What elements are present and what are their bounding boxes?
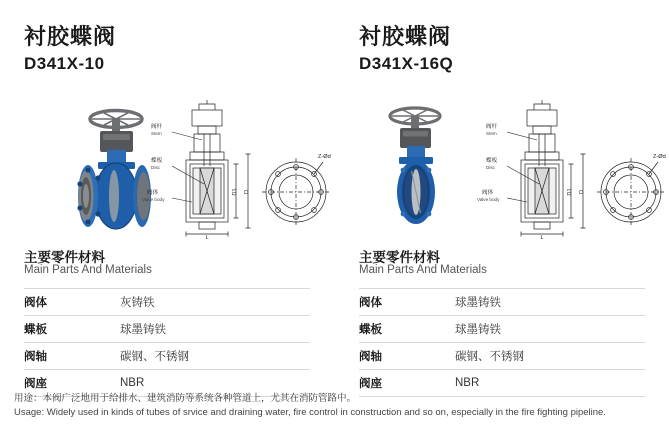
product-panel-left [0, 0, 334, 434]
valve-drawing-left [14, 92, 331, 242]
table-row [359, 316, 645, 343]
valve-section-drawing [521, 100, 586, 237]
svg-text:D1: D1 [232, 188, 238, 196]
callout-body-cn-right: 阀体 [482, 190, 494, 196]
part-name: 阀体 [24, 297, 47, 309]
callout-stem-cn-left: 阀杆 [151, 124, 163, 130]
valve-3d-illustration [390, 108, 440, 224]
flange-face-view [597, 158, 665, 226]
materials-heading-en-right: Main Parts And Materials [359, 264, 487, 276]
callout-disc-en-right: Disc [486, 165, 495, 170]
materials-heading-cn-left: 主要零件材料 [24, 250, 105, 265]
callout-stem-en-right: Stem [486, 131, 497, 136]
part-material: 球墨铸铁 [455, 297, 501, 309]
table-row [359, 343, 645, 370]
part-material: 碳钢、不锈钢 [455, 351, 524, 363]
materials-heading-en-left: Main Parts And Materials [24, 264, 152, 276]
part-material: NBR [120, 377, 145, 389]
callout-body-en-left: Valve body [142, 197, 165, 202]
part-name: 蝶板 [24, 324, 47, 336]
part-material: 球墨铸铁 [455, 324, 501, 336]
materials-table-right [359, 288, 645, 397]
valve-3d-illustration [77, 111, 151, 230]
usage-note [14, 392, 656, 420]
svg-text:D1: D1 [567, 188, 573, 196]
part-name: 阀轴 [359, 351, 382, 363]
callout-disc-cn-right: 蝶板 [486, 158, 498, 164]
product-panel-right [335, 0, 669, 434]
svg-text:L: L [540, 235, 544, 241]
callout-bolt-hole-right: Z-Ød [653, 154, 666, 160]
page-title-right: 衬胶蝶阀 [359, 24, 452, 49]
usage-note-cn: 用途：本阀广泛地用于给排水、建筑消防等系统各种管道上，尤其在消防管路中。 [14, 393, 357, 404]
callout-stem-cn-right: 阀杆 [486, 124, 498, 130]
part-material: 球墨铸铁 [120, 324, 166, 336]
svg-text:D: D [244, 189, 250, 195]
model-number-left: D341X-10 [24, 54, 105, 73]
part-name: 阀体 [359, 297, 382, 309]
table-row [24, 343, 310, 370]
part-material: 灰铸铁 [120, 297, 155, 309]
materials-heading-cn-right: 主要零件材料 [359, 250, 440, 265]
valve-drawing-right [349, 92, 666, 242]
callout-disc-cn-left: 蝶板 [151, 158, 163, 164]
part-material: 碳钢、不锈钢 [120, 351, 189, 363]
part-name: 蝶板 [359, 324, 382, 336]
usage-note-en: Usage: Widely used in kinds of tubes of srvice and draining water, fire control in construction and so on, especially in the fire fighting pipeline. [14, 406, 606, 418]
page-title-left: 衬胶蝶阀 [24, 24, 117, 49]
table-row [359, 289, 645, 316]
svg-text:L: L [205, 235, 209, 241]
table-row [24, 289, 310, 316]
callout-disc-en-left: Disc [151, 165, 160, 170]
model-number-right: D341X-16Q [359, 54, 454, 73]
part-name: 阀轴 [24, 351, 47, 363]
flange-face-view [262, 158, 330, 226]
table-row [24, 316, 310, 343]
materials-table-left [24, 288, 310, 397]
part-name: 阀座 [359, 378, 382, 390]
callout-bolt-hole-left: Z-Ød [318, 154, 331, 160]
part-material: NBR [455, 377, 480, 389]
part-name: 阀座 [24, 378, 47, 390]
callout-body-en-right: Valve body [477, 197, 500, 202]
callout-stem-en-left: Stem [151, 131, 162, 136]
valve-section-drawing [186, 100, 251, 237]
callout-body-cn-left: 阀体 [147, 190, 159, 196]
svg-text:D: D [579, 189, 585, 195]
valve-figure-right [349, 92, 666, 242]
valve-figure-left [14, 92, 331, 242]
